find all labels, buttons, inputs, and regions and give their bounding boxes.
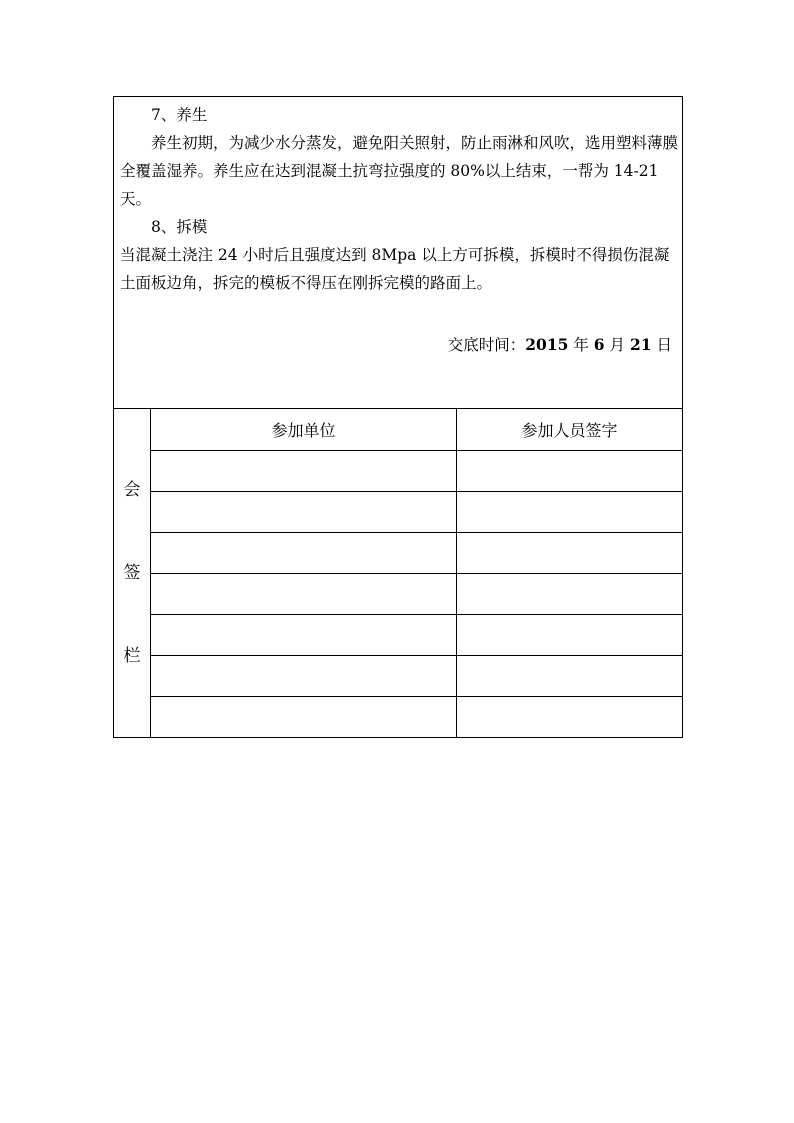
handover-month: 6	[593, 335, 605, 354]
table-row	[114, 574, 683, 615]
unit-cell[interactable]	[151, 451, 457, 492]
signature-side-label-cell	[114, 409, 151, 738]
person-cell[interactable]	[457, 533, 683, 574]
handover-document-table	[113, 96, 683, 738]
table-row	[114, 656, 683, 697]
unit-cell[interactable]	[151, 574, 457, 615]
side-label-char-2: 签	[123, 563, 141, 583]
instructions-cell	[114, 97, 683, 409]
handover-month-unit: 月	[609, 336, 626, 354]
handover-year: 2015	[525, 335, 569, 354]
section-7-body: 养生初期，为减少水分蒸发，避免阳关照射，防止雨淋和风吹，选用塑料薄膜全覆盖湿养。养生应在达到混凝土抗弯拉强度的 80%以上结束，一帮为 14-21 天。	[120, 134, 679, 208]
side-label-char-1: 会	[123, 480, 141, 500]
table-row	[114, 533, 683, 574]
unit-cell[interactable]	[151, 656, 457, 697]
person-cell[interactable]	[457, 656, 683, 697]
person-cell[interactable]	[457, 574, 683, 615]
unit-cell[interactable]	[151, 492, 457, 533]
section-8-heading: 8、拆模	[151, 218, 208, 236]
table-row	[114, 615, 683, 656]
column-header-person: 参加人员签字	[457, 409, 683, 451]
column-header-unit: 参加单位	[151, 409, 457, 451]
table-row	[114, 697, 683, 738]
unit-cell[interactable]	[151, 697, 457, 738]
section-7-heading: 7、养生	[151, 106, 208, 124]
handover-day-unit: 日	[656, 336, 672, 354]
handover-date-label: 交底时间：	[447, 336, 526, 354]
person-cell[interactable]	[457, 492, 683, 533]
handover-year-unit: 年	[573, 336, 589, 354]
section-8-body: 当混凝土浇注 24 小时后且强度达到 8Mpa 以上方可拆模，拆模时不得损伤混凝土面板边角，拆完的模板不得压在刚拆完模的路面上。	[120, 246, 670, 292]
handover-date	[448, 333, 672, 355]
person-cell[interactable]	[457, 615, 683, 656]
person-cell[interactable]	[457, 697, 683, 738]
person-cell[interactable]	[457, 451, 683, 492]
unit-cell[interactable]	[151, 615, 457, 656]
table-row	[114, 492, 683, 533]
handover-day: 21	[629, 335, 652, 354]
unit-cell[interactable]	[151, 533, 457, 574]
side-label-char-3: 栏	[123, 646, 141, 666]
table-row	[114, 451, 683, 492]
